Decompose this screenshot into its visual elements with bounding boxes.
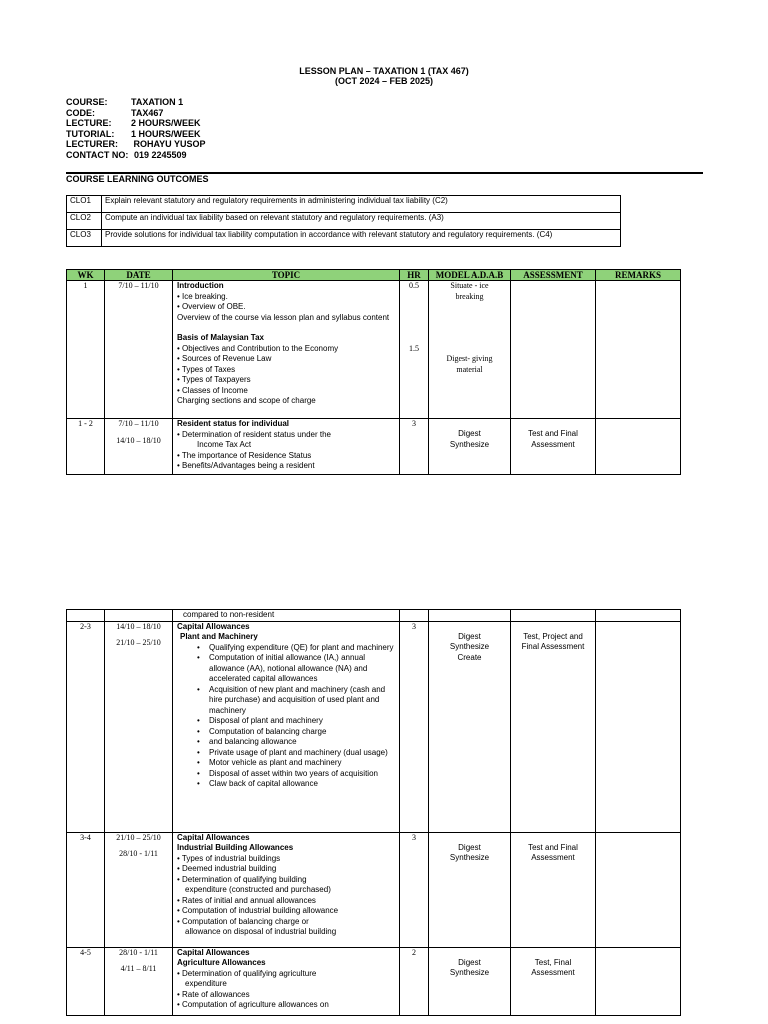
- assessment-value: Test and Final Assessment: [528, 842, 578, 862]
- date-value: 21/10 – 25/10: [116, 638, 161, 647]
- course-info-row: [66, 108, 206, 119]
- topic-subheading: Industrial Building Allowances: [177, 843, 294, 852]
- info-value: TAX467: [131, 107, 164, 118]
- column-header-assessment: ASSESSMENT: [511, 270, 596, 281]
- course-info-row: [66, 118, 206, 129]
- remarks-cell: [596, 419, 681, 475]
- model-value: Digest: [458, 957, 481, 967]
- topic-bullet: • Qualifying expenditure (QE) for plant and machinery: [177, 643, 396, 654]
- topic-cell: [173, 621, 400, 832]
- column-header-remarks: REMARKS: [596, 270, 681, 281]
- date-cell: 7/10 – 11/10: [105, 281, 173, 419]
- assessment-cell: [511, 947, 596, 1015]
- info-label: LECTURER:: [66, 139, 118, 149]
- info-label: LECTURE:: [66, 118, 112, 128]
- info-label: CONTACT NO:: [66, 149, 129, 160]
- column-header-topic: TOPIC: [173, 270, 400, 281]
- info-value: 2 HOURS/WEEK: [131, 118, 201, 128]
- date-cell: [105, 621, 173, 832]
- column-header-model: MODEL A.D.A.B: [429, 270, 511, 281]
- date-value: 28/10 - 1/11: [119, 947, 158, 957]
- date-cell: [105, 610, 173, 622]
- table-row: [67, 610, 681, 622]
- topic-subheading: Plant and Machinery: [180, 632, 258, 641]
- assessment-cell: [511, 419, 596, 475]
- course-info: [66, 97, 206, 160]
- topic-heading: Capital Allowances: [177, 621, 250, 631]
- date-value: 21/10 – 25/10: [116, 832, 161, 842]
- remarks-cell: [596, 621, 681, 832]
- date-value: 14/10 – 18/10: [116, 621, 161, 631]
- clo-code: CLO1: [67, 196, 102, 213]
- week-cell: 4-5: [67, 947, 105, 1015]
- topic-heading: Capital Allowances: [177, 832, 250, 842]
- table-header-row: [67, 270, 681, 281]
- hours-cell: 3: [400, 832, 429, 947]
- week-cell: 1: [67, 281, 105, 419]
- clo-text: Provide solutions for individual tax liability computation in accordance with relevant statutory and regulatory requirements. (C4): [102, 230, 621, 247]
- topic-bullet: • Determination of qualifying building: [177, 874, 307, 884]
- column-header-wk: WK: [67, 270, 105, 281]
- model-value: Digest: [458, 842, 481, 852]
- topic-text: Overview of the course via lesson plan and syllabus content: [177, 312, 390, 322]
- hours-value: 1.5: [409, 343, 419, 353]
- topic-bullet: • Computation of industrial building allowance: [177, 906, 339, 915]
- date-value: 7/10 – 11/10: [118, 419, 159, 428]
- clo-table: [66, 195, 621, 247]
- remarks-cell: [596, 610, 681, 622]
- model-value: Synthesize: [449, 853, 490, 862]
- clo-row: [67, 213, 621, 230]
- model-value: Digest: [458, 631, 481, 641]
- table-row: [67, 419, 681, 475]
- topic-bullet: • Deemed industrial building: [177, 864, 277, 873]
- topic-bullet: • Private usage of plant and machinery (dual usage): [177, 748, 396, 759]
- topic-bullet: • Benefits/Advantages being a resident: [177, 461, 315, 470]
- date-value: 4/11 – 8/11: [120, 964, 157, 973]
- document-subtitle: (OCT 2024 – FEB 2025): [334, 76, 434, 86]
- course-info-row: [66, 150, 206, 161]
- info-label: COURSE:: [66, 97, 108, 107]
- week-cell: [67, 610, 105, 622]
- course-info-row: [66, 129, 206, 140]
- lesson-plan-table: [66, 269, 681, 475]
- topic-cell: [173, 610, 400, 622]
- topic-bullet: • Classes of Income: [177, 385, 248, 395]
- assessment-value: Test, Project and Final Assessment: [521, 631, 585, 651]
- topic-bullet: • Objectives and Contribution to the Economy: [177, 343, 339, 353]
- hours-cell: 2: [400, 947, 429, 1015]
- column-header-date: DATE: [105, 270, 173, 281]
- model-cell: [429, 610, 511, 622]
- topic-bullet: • Computation of balancing charge or: [177, 916, 309, 926]
- week-cell: 2-3: [67, 621, 105, 832]
- topic-heading: Capital Allowances: [177, 947, 250, 957]
- clo-row: [67, 230, 621, 247]
- topic-bullet: • Types of industrial buildings: [177, 853, 281, 863]
- date-value: 28/10 - 1/11: [119, 849, 158, 858]
- topic-bullet: • Sources of Revenue Law: [177, 354, 272, 363]
- topic-text: Charging sections and scope of charge: [177, 396, 316, 405]
- topic-bullet: • Determination of resident status under the: [177, 429, 331, 439]
- topic-cell: [173, 832, 400, 947]
- clo-text: Explain relevant statutory and regulatory requirements in administering individual tax liability (C2): [102, 196, 621, 213]
- model-value: Synthesize: [449, 439, 490, 449]
- info-value: 019 2245509: [134, 149, 187, 160]
- date-cell: [105, 947, 173, 1015]
- model-value: Synthesize: [449, 968, 490, 977]
- hours-cell: [400, 610, 429, 622]
- assessment-cell: [511, 281, 596, 419]
- assessment-value: Test, Final Assessment: [531, 957, 575, 977]
- topic-bullet-continued: expenditure: [185, 979, 227, 988]
- lesson-plan-table-continued: [66, 609, 681, 1016]
- model-value: Digest- giving material: [446, 354, 493, 374]
- topic-bullet: • The importance of Residence Status: [177, 450, 312, 460]
- table-row: [67, 947, 681, 1015]
- date-value: 14/10 – 18/10: [116, 435, 161, 445]
- topic-bullet: • Computation of balancing charge: [177, 727, 396, 738]
- remarks-cell: [596, 281, 681, 419]
- clo-code: CLO2: [67, 213, 102, 230]
- assessment-cell: [511, 832, 596, 947]
- topic-bullet: • Motor vehicle as plant and machinery: [177, 758, 396, 769]
- table-row: [67, 832, 681, 947]
- week-cell: 1 - 2: [67, 419, 105, 475]
- model-value: Synthesize: [449, 642, 490, 651]
- clo-code: CLO3: [67, 230, 102, 247]
- date-cell: [105, 832, 173, 947]
- assessment-cell: [511, 621, 596, 832]
- assessment-cell: [511, 610, 596, 622]
- model-value: Digest: [458, 429, 481, 438]
- topic-cell: [173, 947, 400, 1015]
- model-cell: [429, 832, 511, 947]
- topic-heading: Introduction: [177, 281, 224, 290]
- date-cell: [105, 419, 173, 475]
- hours-cell: 3: [400, 419, 429, 475]
- info-value: ROHAYU YUSOP: [131, 139, 206, 149]
- clo-row: [67, 196, 621, 213]
- info-label: CODE:: [66, 107, 95, 118]
- topic-bullet: • Disposal of asset within two years of acquisition: [177, 769, 396, 780]
- topic-bullet: • Determination of qualifying agriculture: [177, 968, 317, 978]
- model-cell: [429, 621, 511, 832]
- topic-bullet-continued: allowance on disposal of industrial building: [185, 927, 337, 936]
- topic-heading: Resident status for individual: [177, 419, 290, 428]
- course-info-row: [66, 139, 206, 150]
- topic-bullet-continued: Income Tax Act: [197, 440, 252, 449]
- remarks-cell: [596, 947, 681, 1015]
- hours-value: 0.5: [409, 281, 419, 290]
- course-info-row: [66, 97, 206, 108]
- model-cell: [429, 281, 511, 419]
- hours-cell: 3: [400, 621, 429, 832]
- topic-text: compared to non-resident: [183, 610, 275, 619]
- table-row: [67, 621, 681, 832]
- topic-bullet: • Types of Taxes: [177, 364, 236, 374]
- topic-bullet: • Overview of OBE.: [177, 302, 246, 311]
- document-title: LESSON PLAN – TAXATION 1 (TAX 467): [299, 66, 469, 76]
- hours-cell: [400, 281, 429, 419]
- info-value: TAXATION 1: [131, 97, 184, 107]
- remarks-cell: [596, 832, 681, 947]
- topic-bullet: • Ice breaking.: [177, 291, 228, 301]
- topic-bullet: • Disposal of plant and machinery: [177, 716, 396, 727]
- week-cell: 3-4: [67, 832, 105, 947]
- topic-subheading: Agriculture Allowances: [177, 958, 266, 967]
- topic-bullet: • Rates of initial and annual allowances: [177, 895, 316, 905]
- topic-bullet: • Types of Taxpayers: [177, 375, 251, 384]
- model-value: Create: [457, 652, 482, 662]
- topic-bullet: • Computation of initial allowance (IA,) annual allowance (AA), notional allowance (NA) and accelerated capital allowances: [177, 653, 396, 685]
- topic-cell: [173, 281, 400, 419]
- topic-bullet: • Computation of agriculture allowances on: [177, 1000, 329, 1009]
- model-cell: [429, 947, 511, 1015]
- topic-heading: Basis of Malaysian Tax: [177, 333, 264, 342]
- clo-text: Compute an individual tax liability based on relevant statutory and regulatory requirements. (A3): [102, 213, 621, 230]
- topic-bullet-continued: expenditure (constructed and purchased): [185, 885, 331, 894]
- column-header-hr: HR: [400, 270, 429, 281]
- assessment-value: Test and Final Assessment: [528, 429, 578, 449]
- table-row: [67, 281, 681, 419]
- topic-bullet: • Acquisition of new plant and machinery (cash and hire purchase) and acquisition of used plant and machinery: [177, 685, 396, 717]
- topic-cell: [173, 419, 400, 475]
- model-cell: [429, 419, 511, 475]
- topic-bullet: • Claw back of capital allowance: [177, 779, 396, 790]
- info-value: 1 HOURS/WEEK: [131, 128, 201, 139]
- topic-bullet: • and balancing allowance: [177, 737, 396, 748]
- topic-bullet: • Rate of allowances: [177, 989, 250, 999]
- model-value: Situate - ice breaking: [450, 281, 489, 301]
- info-label: TUTORIAL:: [66, 128, 115, 139]
- clo-heading: COURSE LEARNING OUTCOMES: [66, 174, 209, 184]
